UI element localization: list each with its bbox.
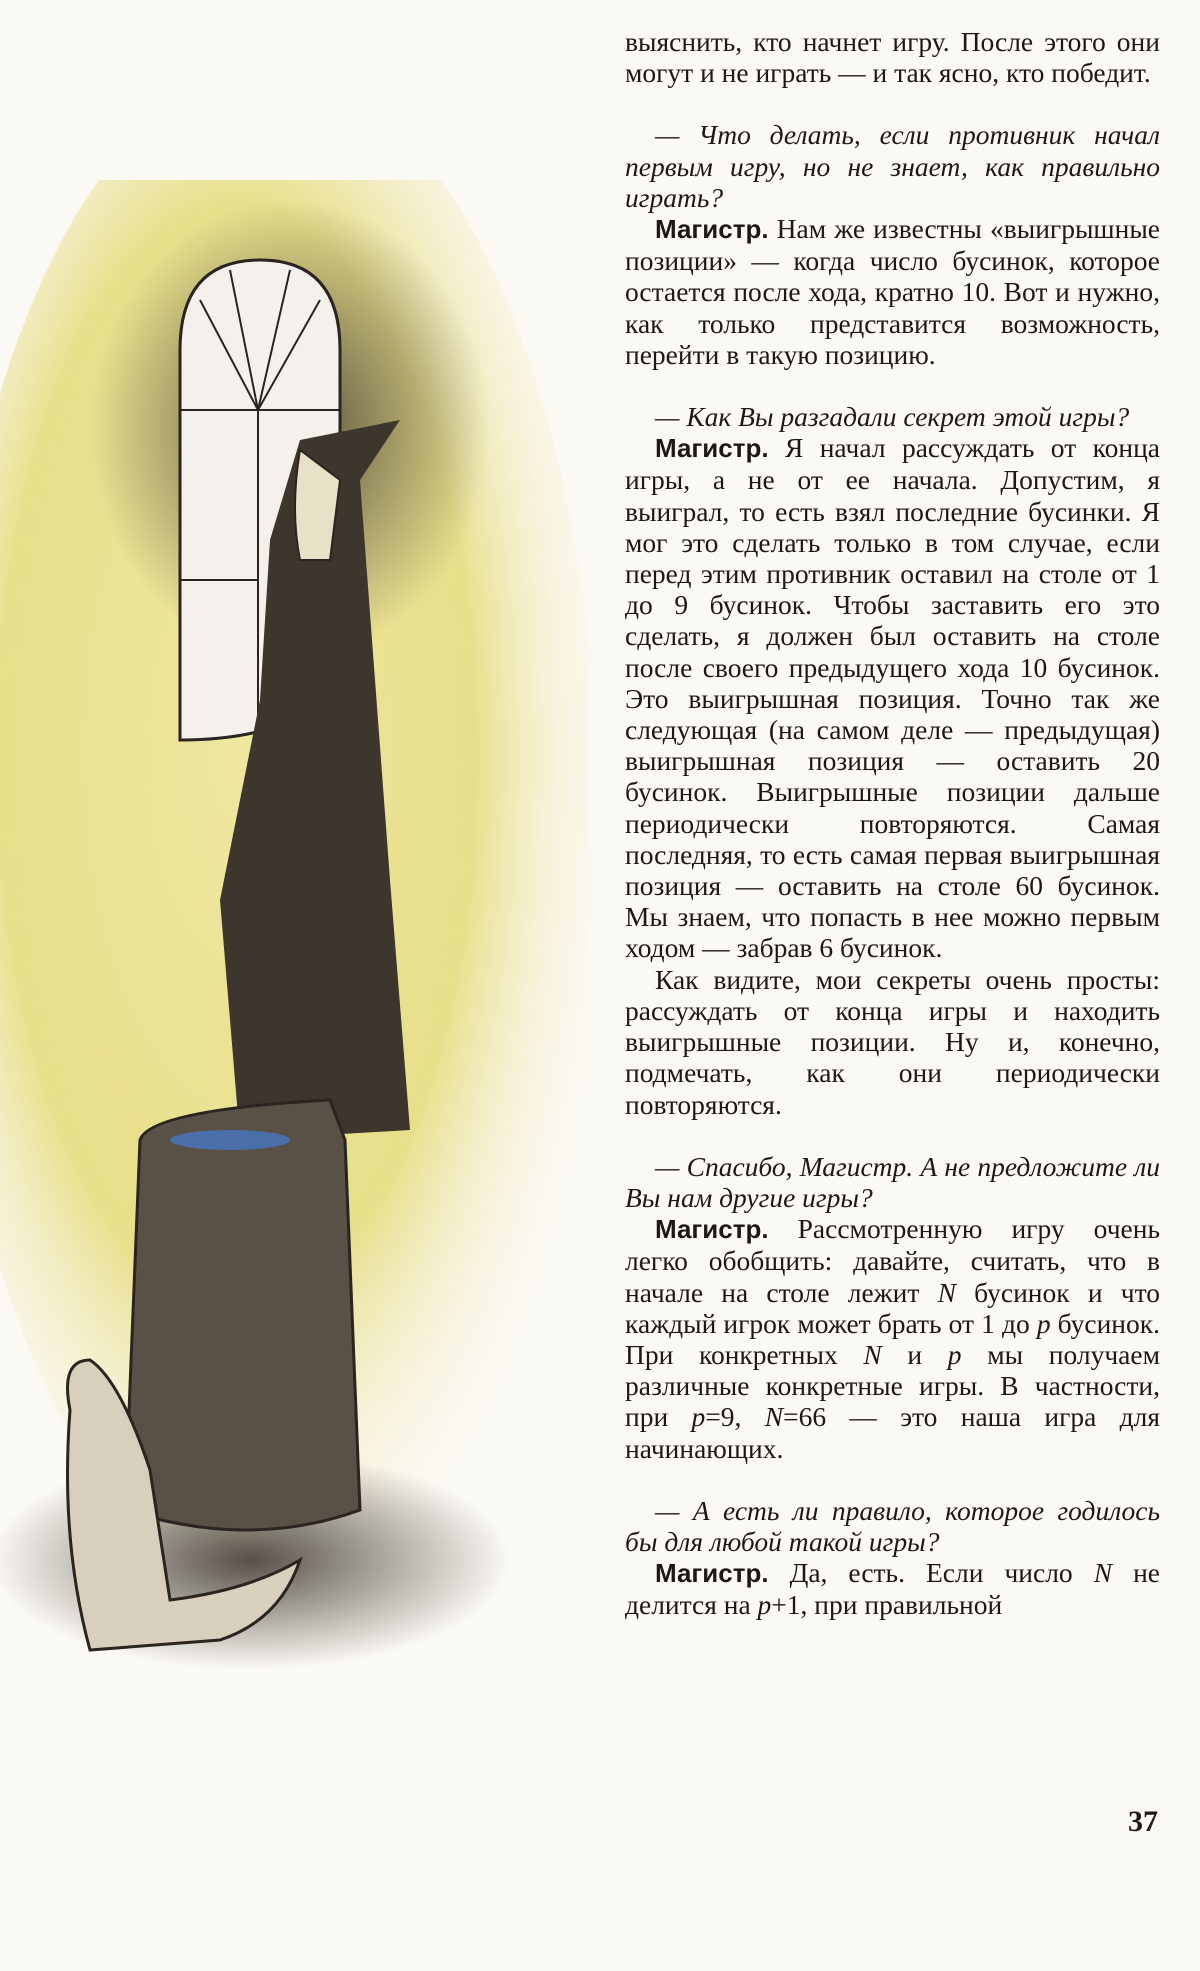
- speaker-label: Магистр.: [655, 433, 769, 464]
- beads: [170, 1130, 290, 1150]
- answer-text: =66 — это наша игра для начинающих.: [625, 1401, 1161, 1464]
- answer-text: мы получаем различные конкретные игры. В частности, при: [625, 1338, 1160, 1433]
- answer-text: Рассмотренную игру очень легко обобщить: давайте, считать, что в начале на столе лежит: [625, 1213, 1160, 1308]
- illustration-magister-at-window: [0, 180, 590, 1700]
- page-number: 37: [1128, 1805, 1158, 1838]
- math-variable: p: [1036, 1307, 1051, 1339]
- pedestal: [125, 1100, 360, 1530]
- question-paragraph: — Что делать, если противник начал первым игру, но не знает, как правильно играть?: [625, 119, 1160, 213]
- math-variable: p: [947, 1338, 962, 1370]
- answer-text: +1, при правильной: [771, 1589, 1003, 1621]
- math-variable: N: [937, 1276, 956, 1308]
- math-variable: p: [757, 1589, 772, 1621]
- text-column: [625, 26, 1160, 1621]
- answer-text: бусинок и что каждый игрок может брать от 1 до: [625, 1276, 1160, 1339]
- math-variable: p: [691, 1401, 706, 1433]
- answer-paragraph: [625, 432, 1160, 963]
- math-variable: N: [764, 1401, 784, 1433]
- speaker-label: Магистр.: [655, 1214, 769, 1245]
- answer-text: Да, есть. Если число: [768, 1557, 1094, 1589]
- math-variable: N: [863, 1338, 882, 1370]
- question-paragraph: — А есть ли правило, которое годилось бы для любой такой игры?: [625, 1494, 1160, 1557]
- answer-text: Я начал рассуждать от конца игры, а не от ее начала. Допустим, я выиграл, то есть взял последние бусинки. Я мог это сделать только в том случае, если перед этим противник оставил на столе от 1 до 9 бусинок. Чтобы заставить его это сделать, я должен был оставить на столе после своего предыдущего хода 10 бусинок. Это выигрышная позиция. Точно так же следующая (на самом деле — предыдущая) выигрышная позиция — оставить 20 бусинок. Выигрышные позиции дальше периодически повторяются. Самая последняя, то есть самая первая выигрышная позиция — оставить на столе 60 бусинок. Мы знаем, что попасть в нее можно первым ходом — забрав 6 бусинок.: [625, 432, 1160, 964]
- answer-text: бусинок. При конкретных: [625, 1307, 1161, 1370]
- answer-paragraph: [625, 1557, 1160, 1620]
- math-variable: N: [1093, 1557, 1113, 1589]
- body-paragraph: Как видите, мои секреты очень просты: рассуждать от конца игры и находить выигрышные позиции. Ну и, конечно, подмечать, как они периодически повторяются.: [625, 963, 1160, 1120]
- question-paragraph: — Спасибо, Магистр. А не предложите ли Вы нам другие игры?: [625, 1150, 1160, 1213]
- answer-text: Нам же известны «выигрышные позиции» — когда число бусинок, которое остается после хода, кратно 10. Вот и нужно, как только представится возможность, перейти в такую позицию.: [625, 213, 1160, 370]
- answer-text: и: [881, 1338, 948, 1370]
- answer-text: =9,: [705, 1401, 765, 1433]
- speaker-label: Магистр.: [655, 214, 769, 245]
- answer-paragraph: [625, 213, 1160, 370]
- answer-text: не делится на: [625, 1557, 1160, 1621]
- speaker-label: Магистр.: [655, 1558, 769, 1589]
- answer-paragraph: [625, 1213, 1160, 1464]
- body-paragraph: выяснить, кто начнет игру. После этого они могут и не играть — и так ясно, кто победит.: [625, 26, 1160, 89]
- question-paragraph: — Как Вы разгадали секрет этой игры?: [655, 401, 1130, 433]
